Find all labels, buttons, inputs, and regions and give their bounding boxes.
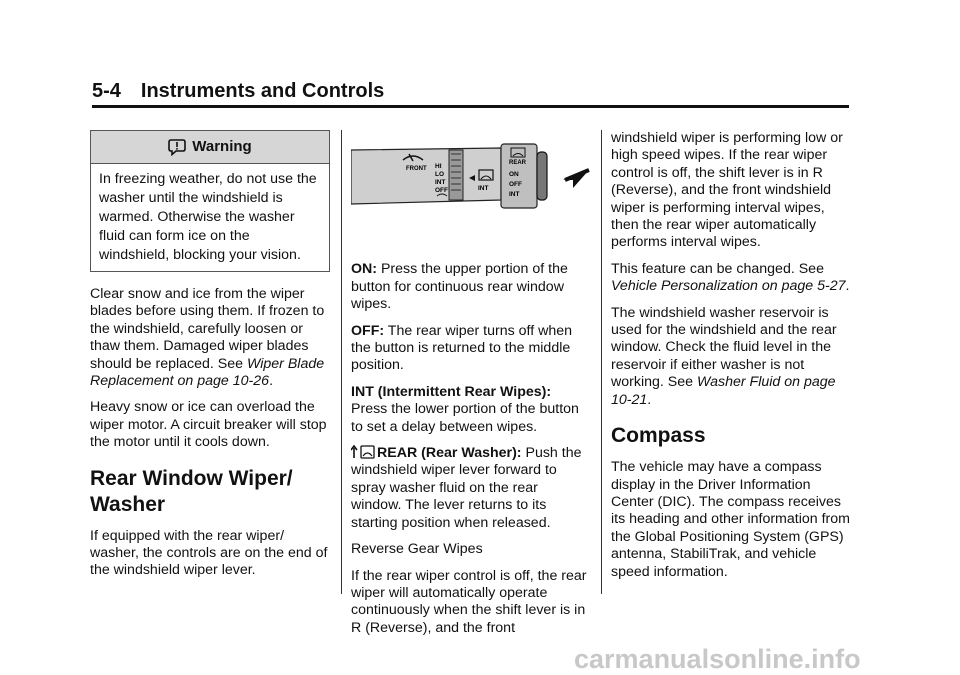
paragraph: If the rear wiper control is off, the rear wiper will automatically operate continuously when the shift lever is in R (Reverse), and the front xyxy=(351,567,587,636)
paragraph xyxy=(90,286,330,390)
paragraph xyxy=(351,261,591,313)
warning-text: In freezing weather, do not use the washer until the windshield is warmed. Otherwise the washer fluid can form ice on the windshield, blocking your vision. xyxy=(99,171,317,263)
paragraph-text: The windshield washer reservoir is used for the windshield and the rear window. Check the fluid level in the reservoir if either washer is not working. See xyxy=(611,304,837,391)
rear-washer-label: REAR (Rear Washer): xyxy=(377,445,522,462)
column-1 xyxy=(90,130,330,589)
off-label: OFF: xyxy=(351,322,385,339)
warning-icon xyxy=(168,138,186,156)
paragraph: windshield wiper is performing low or high speed wipes. If the rear wiper control is off, the shift lever is in R (Reverse), and the front windshield wiper is performing interval wipes, then the rear wiper automatically performs interval wipes. xyxy=(611,130,843,251)
off-text: The rear wiper turns off when the button is returned to the middle position. xyxy=(351,322,573,374)
column-2 xyxy=(351,140,591,646)
column-divider xyxy=(601,130,602,594)
speed-label: LO xyxy=(435,171,445,178)
paragraph xyxy=(611,305,851,409)
int-text: Press the lower portion of the button to set a delay between wipes. xyxy=(351,401,579,435)
punctuation: . xyxy=(845,278,850,295)
int-heading: INT (Intermittent Rear Wipes): xyxy=(351,383,552,400)
column-3 xyxy=(611,130,851,590)
paragraph: Heavy snow or ice can overload the wiper motor. A circuit breaker will stop the motor until it cools down. xyxy=(90,399,327,451)
subheading: Reverse Gear Wipes xyxy=(351,541,483,558)
rear-washer-text: Push the windshield wiper lever forward to spray washer fluid on the rear window. The lever returns to its starting position when released. xyxy=(351,445,582,531)
rear-position-label: INT xyxy=(509,191,520,198)
paragraph xyxy=(611,261,851,296)
punctuation: . xyxy=(269,373,274,390)
rear-label: REAR xyxy=(509,160,527,166)
rear-wiper-rocker-button[interactable] xyxy=(537,152,547,200)
warning-header xyxy=(91,131,329,164)
punctuation: . xyxy=(647,391,652,408)
rear-washer-icon xyxy=(351,445,377,459)
on-label: ON: xyxy=(351,261,378,278)
wiper-lever-figure xyxy=(351,140,591,250)
warning-box xyxy=(90,130,330,272)
paragraph xyxy=(351,445,591,532)
section-title: Instruments and Controls xyxy=(140,80,385,102)
cross-reference[interactable]: Washer Fluid on page 10-21 xyxy=(611,374,836,408)
speed-label: OFF xyxy=(435,187,448,194)
paragraph-text: This feature can be changed. See xyxy=(611,260,824,277)
page-header xyxy=(92,80,849,103)
paragraph: The vehicle may have a compass display in the Driver Information Center (DIC). The compass receives its heading and other information from the Global Positioning System (GPS) antenna, StabiliTrak, and vehicle speed information. xyxy=(611,459,850,580)
column-divider xyxy=(341,130,342,594)
paragraph xyxy=(351,323,591,375)
section-heading: Compass xyxy=(611,424,706,448)
warning-title: Warning xyxy=(192,138,252,156)
front-label: FRONT xyxy=(406,166,427,172)
section-heading: Rear Window Wiper/ Washer xyxy=(90,466,293,516)
speed-label: HI xyxy=(435,163,442,170)
page-number: 5-4 xyxy=(92,80,121,102)
paragraph xyxy=(351,384,591,436)
cross-reference[interactable]: Wiper Blade Replacement on page 10-26 xyxy=(90,355,325,390)
int-label: INT xyxy=(478,185,489,192)
on-text: Press the upper portion of the button for continuous rear window wipes. xyxy=(351,261,568,313)
speed-label: INT xyxy=(435,179,446,186)
header-rule xyxy=(92,105,849,108)
paragraph-text: Clear snow and ice from the wiper blades before using them. If frozen to the windshield, carefully loosen or thaw them. Damaged wiper blades should be replaced. See xyxy=(90,286,325,372)
rear-position-label: OFF xyxy=(509,181,522,188)
watermark: carmanualsonline.info xyxy=(574,644,861,674)
speed-ring[interactable] xyxy=(449,150,463,200)
cross-reference[interactable]: Vehicle Personalization on page 5-27 xyxy=(611,278,846,295)
paragraph: If equipped with the rear wiper/ washer, the controls are on the end of the windshield wiper lever. xyxy=(90,527,328,579)
rear-position-label: ON xyxy=(509,171,519,178)
